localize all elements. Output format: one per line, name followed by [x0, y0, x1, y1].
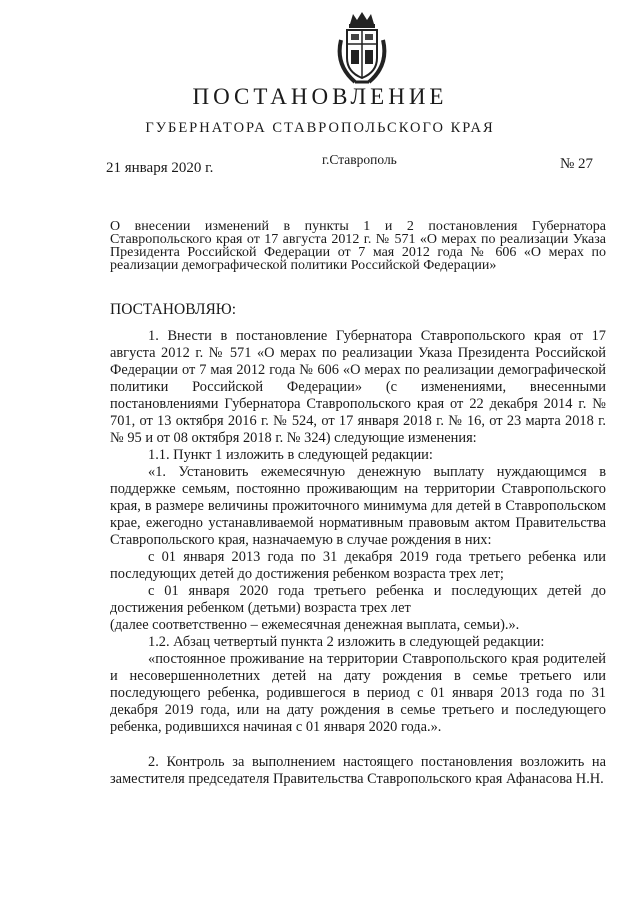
document-date: 21 января 2020 г. — [106, 160, 214, 176]
paragraph-period-2020: с 01 января 2020 года третьего ребенка и последующих детей до достижения ребенком (детьми) возраста трех лет — [110, 583, 606, 616]
document-heading: О внесении изменений в пункты 1 и 2 постановления Губернатора Ставропольского края от 17 августа 2012 г. № 571 «О мерах по реализации Указа Президента Российской Федерации от 7 мая 2012 года № 606 «О мерах по реализации демографической политики Российской Федерации» — [110, 219, 606, 273]
paragraph-2: 2. Контроль за выполнением настоящего постановления возложить на заместителя председателя Правительства Ставропольского края Афанасова Н.Н. — [110, 754, 606, 787]
paragraph-definitions: (далее соответственно – ежемесячная денежная выплата, семьи).». — [110, 617, 520, 633]
decree-word: ПОСТАНОВЛЯЮ: — [110, 301, 237, 318]
document-number: № 27 — [560, 156, 594, 172]
paragraph-1-2-text: «постоянное проживание на территории Ставропольского края родителей и несовершеннолетних детей на дату рождения в семье третьего или последующего ребенка, родившегося в период с 01 января 2013 года по 31 декабря 2019 года, или на дату рождения в семье третьего и последующего ребенка, родившихся начиная с 01 января 2020 года.». — [110, 651, 606, 735]
paragraph-1-1: 1.1. Пункт 1 изложить в следующей редакции: — [148, 447, 433, 463]
document-city: г.Ставрополь — [322, 152, 397, 167]
paragraph-1: 1. Внести в постановление Губернатора Ставропольского края от 17 августа 2012 г. № 571 «О мерах по реализации Указа Президента Российской Федерации от 7 мая 2012 года № 606 «О мерах по реализации демографической политики Российской Федерации» (с изменениями, внесенными постановлениями Губернатора Ставропольского края от 22 декабря 2014 г. № 701, от 13 октября 2016 г. № 524, от 17 января 2018 г. № 16, от 23 марта 2018 г. № 95 и от 08 октября 2018 г. № 324) следующие изменения: — [110, 328, 606, 446]
paragraph-period-2013: с 01 января 2013 года по 31 декабря 2019 года третьего ребенка или последующих детей до достижения ребенком возраста трех лет; — [110, 549, 606, 582]
document-subtitle: ГУБЕРНАТОРА СТАВРОПОЛЬСКОГО КРАЯ — [145, 120, 495, 136]
paragraph-1-2: 1.2. Абзац четвертый пункта 2 изложить в следующей редакции: — [148, 634, 545, 650]
paragraph-1-1-text: «1. Установить ежемесячную денежную выплату нуждающимся в поддержке семьям, постоянно проживающим на территории Ставропольского края, в размере величины прожиточного минимума для детей в Ставропольском крае, ежегодно устанавливаемой нормативным правовым актом Правительства Ставропольского края, назначаемую в случае рождения в них: — [110, 464, 606, 548]
document-body — [110, 328, 606, 788]
coat-of-arms-emblem-icon — [333, 10, 391, 88]
document-title: ПОСТАНОВЛЕНИЕ — [192, 84, 448, 109]
